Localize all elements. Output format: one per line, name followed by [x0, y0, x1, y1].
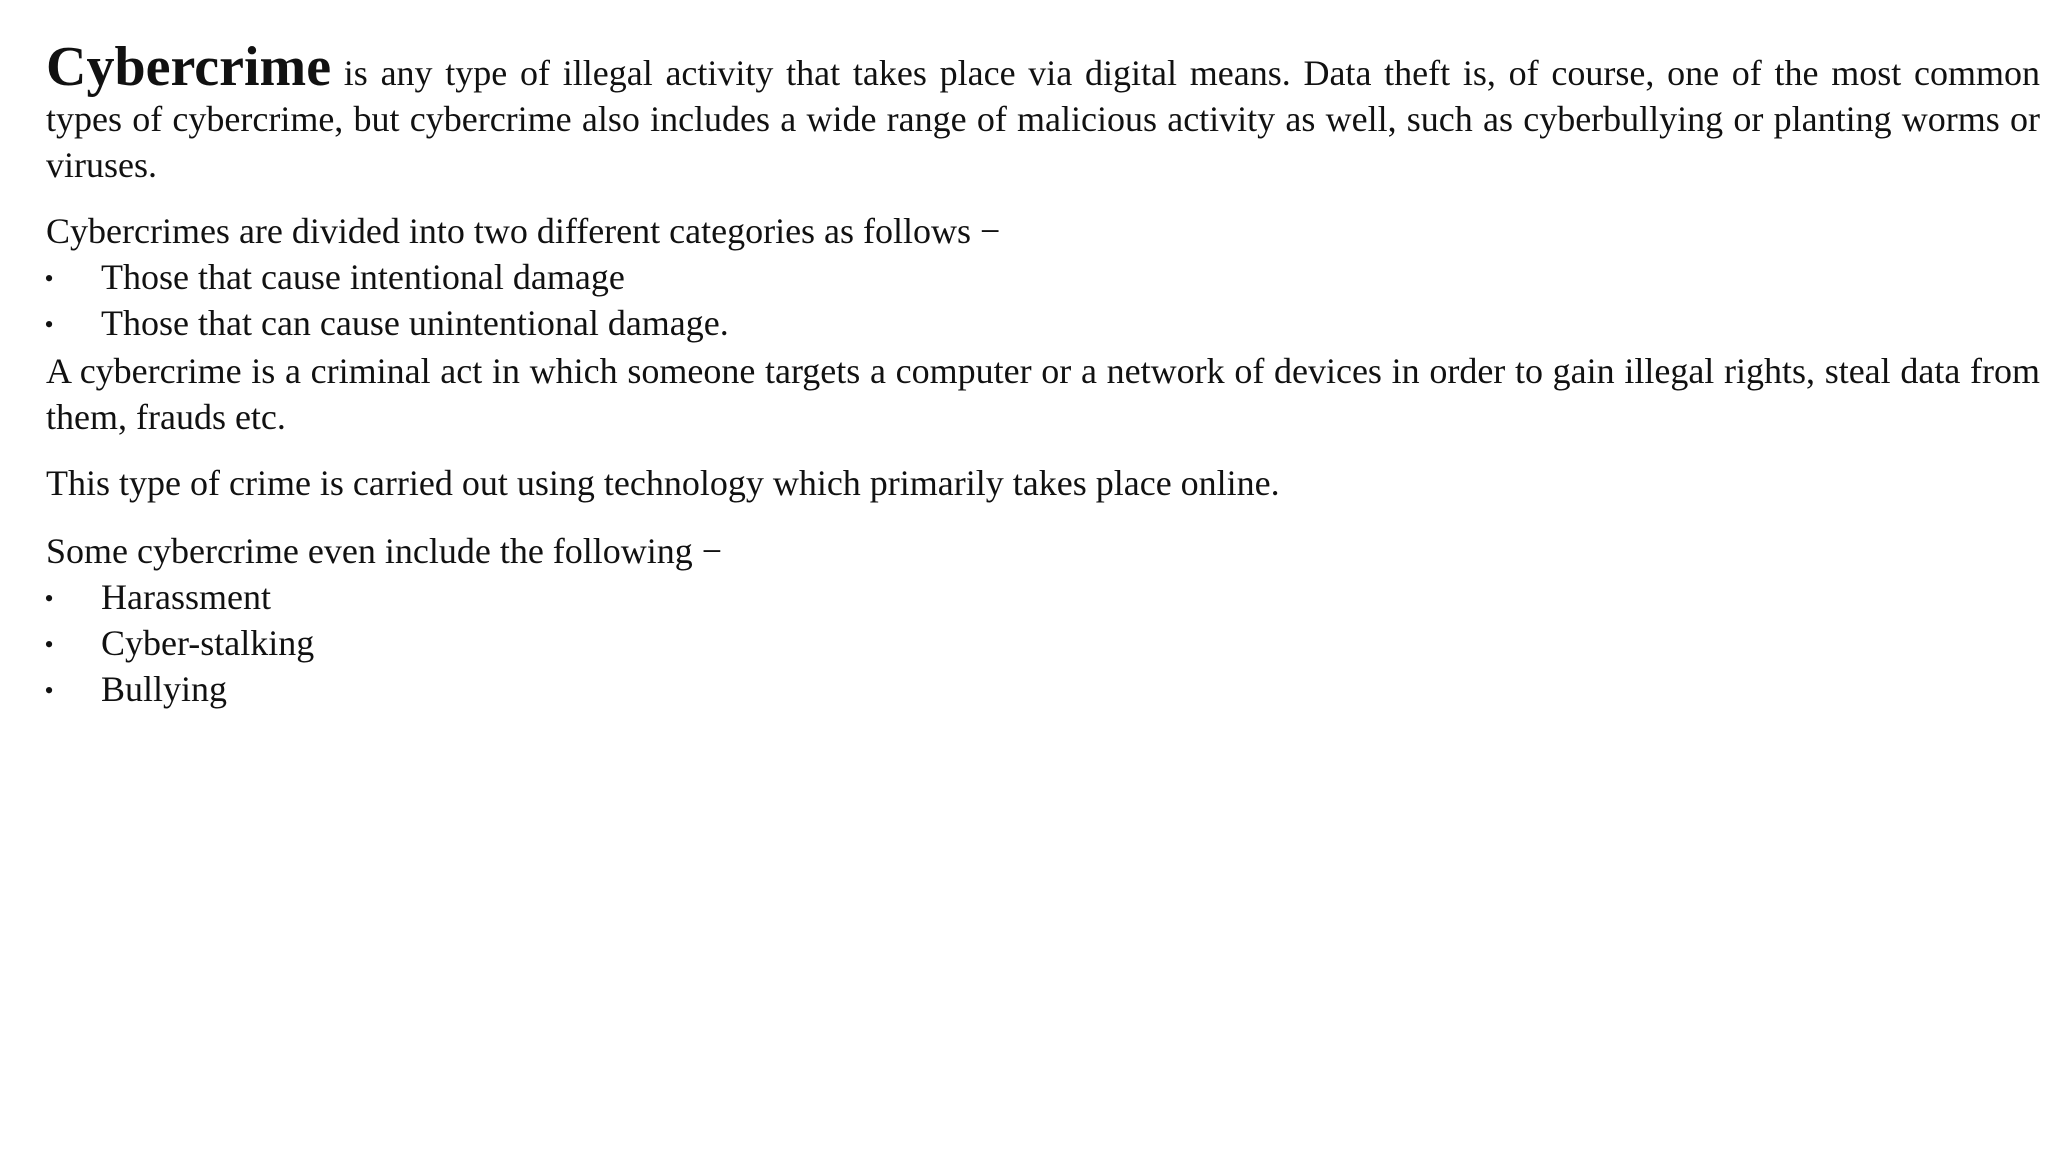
bullet-icon: •	[44, 630, 54, 659]
list-item	[46, 666, 2040, 712]
technology-paragraph: This type of crime is carried out using technology which primarily takes place online.	[46, 463, 1280, 503]
bullet-icon: •	[44, 310, 54, 339]
bullet-icon: •	[44, 264, 54, 293]
categories-list	[46, 254, 2040, 346]
list-item-text: Harassment	[101, 577, 271, 617]
list-item-text: Bullying	[101, 669, 228, 709]
definition-paragraph: A cybercrime is a criminal act in which someone targets a computer or a network of devices in order to gain illegal rights, steal data from them, frauds etc.	[46, 351, 2040, 437]
list-item	[46, 620, 2040, 666]
list-item-text: Those that cause intentional damage	[101, 257, 625, 297]
bullet-icon: •	[44, 676, 54, 705]
list-item	[46, 574, 2040, 620]
bullet-icon: •	[44, 584, 54, 613]
list-item	[46, 300, 2040, 346]
list-item	[46, 254, 2040, 300]
lead-term: Cybercrime	[46, 36, 332, 98]
intro-text: is any type of illegal activity that takes place via digital means. Data theft is, of course, one of the most common types of cybercrime, but cybercrime also includes a wide range of malicious activity as well, such as cyberbullying or planting worms or viruses.	[46, 53, 2040, 185]
intro-paragraph	[46, 36, 2040, 188]
list-item-text: Cyber-stalking	[101, 623, 315, 663]
examples-list	[46, 574, 2040, 712]
categories-intro: Cybercrimes are divided into two different categories as follows −	[46, 211, 1001, 251]
examples-intro: Some cybercrime even include the following −	[46, 531, 723, 571]
list-item-text: Those that can cause unintentional damage.	[101, 303, 729, 343]
